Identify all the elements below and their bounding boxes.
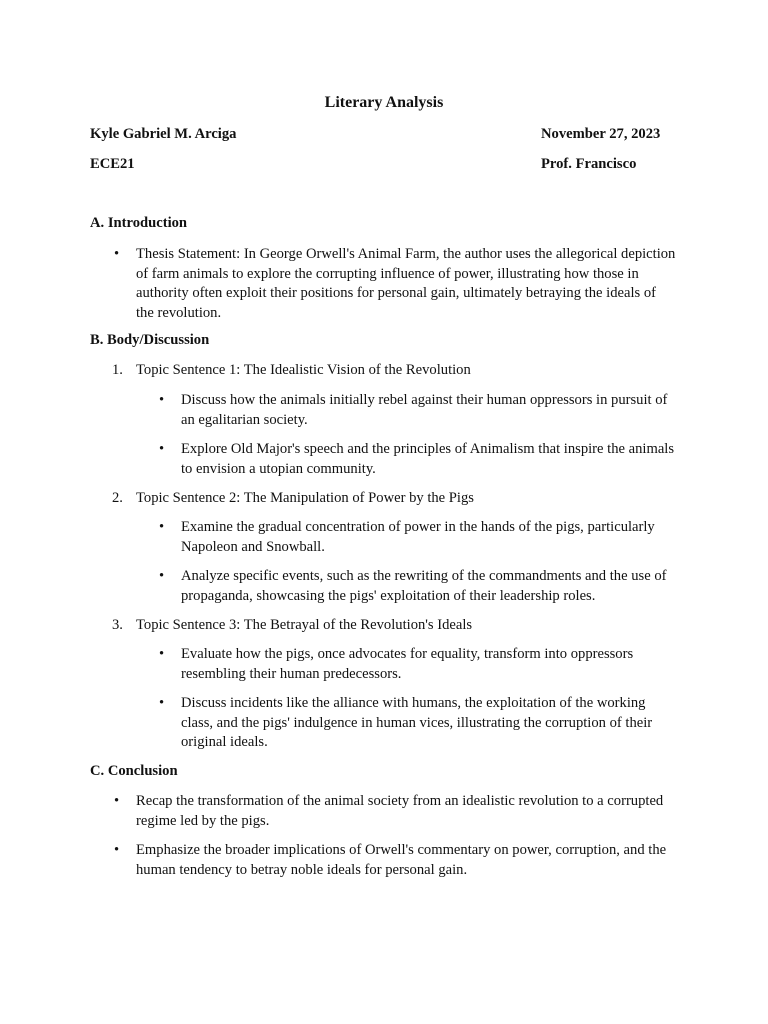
item-number: 1. [112, 362, 123, 378]
document-title: Literary Analysis [324, 94, 444, 111]
topic-sentence: Topic Sentence 1: The Idealistic Vision of the Revolution [136, 362, 471, 378]
document-date: November 27, 2023 [541, 126, 661, 142]
list-item-text: Emphasize the broader implications of Orwell's commentary on power, corruption, and the human tendency to betray noble ideals for personal gain. [136, 842, 667, 878]
bullet-icon: • [114, 246, 120, 262]
topic-sentence: Topic Sentence 3: The Betrayal of the Revolution's Ideals [136, 617, 473, 633]
list-item-text: Analyze specific events, such as the rewriting of the commandments and the use of propaganda, showcasing the pigs' exploitation of their leadership roles. [181, 568, 667, 604]
list-item [114, 245, 676, 323]
list-item-text: Examine the gradual concentration of power in the hands of the pigs, particularly Napoleon and Snowball. [181, 519, 655, 555]
bullet-icon: • [114, 842, 120, 858]
section-heading-conclusion: C. Conclusion [90, 763, 178, 779]
list-item [159, 694, 676, 753]
bullet-icon: • [159, 646, 165, 662]
bullet-icon: • [159, 441, 165, 457]
course-code: ECE21 [90, 156, 135, 172]
bullet-icon: • [159, 568, 165, 584]
professor-name: Prof. Francisco [541, 156, 637, 172]
list-item-text: Thesis Statement: In George Orwell's Animal Farm, the author uses the allegorical depiction of farm animals to explore the corrupting influence of power, illustrating how those in authority often exploit their positions for personal gain, ultimately betraying the ideals of the revolution. [136, 246, 676, 321]
list-item [114, 841, 676, 880]
numbered-item [112, 361, 676, 381]
author-name: Kyle Gabriel M. Arciga [90, 126, 237, 142]
list-item [159, 440, 676, 479]
bullet-icon: • [114, 793, 120, 809]
bullet-icon: • [159, 392, 165, 408]
list-item-text: Evaluate how the pigs, once advocates for equality, transform into oppressors resembling their human predecessors. [181, 646, 634, 682]
item-number: 2. [112, 490, 123, 506]
list-item [159, 518, 676, 557]
list-item-text: Explore Old Major's speech and the principles of Animalism that inspire the animals to envision a utopian community. [181, 441, 675, 477]
bullet-icon: • [159, 695, 165, 711]
list-item-text: Discuss incidents like the alliance with humans, the exploitation of the working class, and the pigs' indulgence in human vices, illustrating the corruption of their original ideals. [181, 695, 653, 750]
topic-sentence: Topic Sentence 2: The Manipulation of Power by the Pigs [136, 490, 474, 506]
numbered-item [112, 616, 676, 636]
list-item [159, 391, 676, 430]
list-item-text: Discuss how the animals initially rebel against their human oppressors in pursuit of an egalitarian society. [181, 392, 668, 428]
list-item [159, 567, 676, 606]
section-heading-introduction: A. Introduction [90, 215, 188, 231]
list-item [159, 645, 676, 684]
item-number: 3. [112, 617, 123, 633]
bullet-icon: • [159, 519, 165, 535]
section-heading-body: B. Body/Discussion [90, 332, 210, 348]
list-item-text: Recap the transformation of the animal society from an idealistic revolution to a corrupted regime led by the pigs. [136, 793, 664, 829]
list-item [114, 792, 676, 831]
numbered-item [112, 489, 676, 509]
